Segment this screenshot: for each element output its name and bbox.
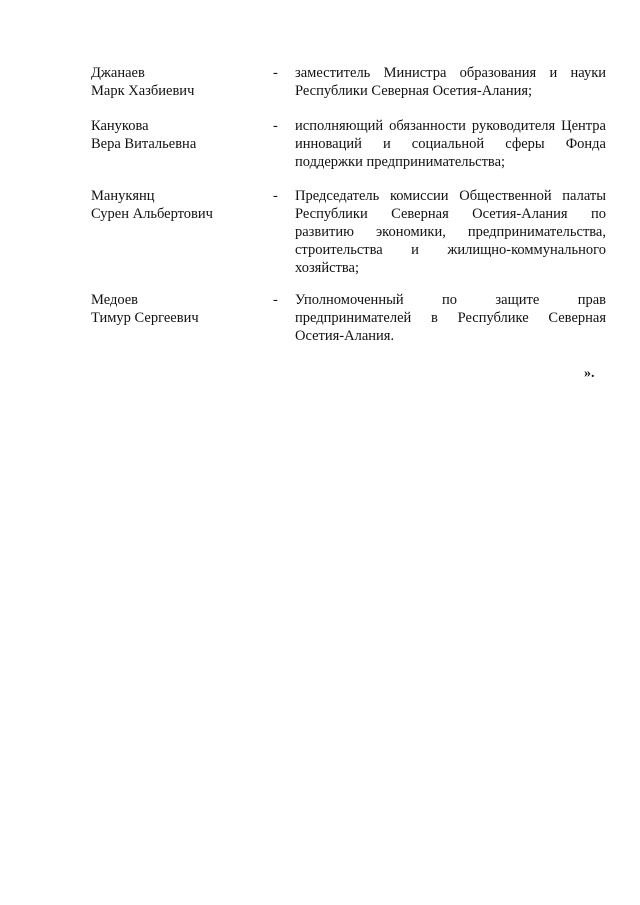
member-surname: Медоев [91,292,139,308]
member-given-name: Тимур Сергеевич [91,310,199,326]
separator-dash: - [273,188,278,204]
member-position: исполняющий обязанности руководителя Центра инноваций и социальной сферы Фонда поддержки предпринимательства; [295,118,606,170]
member-surname: Манукянц [91,188,155,204]
member-position: заместитель Министра образования и науки Республики Северная Осетия-Алания; [295,65,606,99]
closing-quote-mark: ». [584,366,595,381]
member-name [91,291,261,327]
member-position: Председатель комиссии Общественной палаты Республики Северная Осетия-Алания по развитию экономики, предпринимательства, строительства и жилищно-коммунального хозяйства; [295,188,606,276]
member-given-name: Марк Хазбиевич [91,83,195,99]
member-position: Уполномоченный по защите прав предпринимателей в Республике Северная Осетия-Алания. [295,292,606,344]
member-name [91,187,261,223]
member-given-name: Вера Витальевна [91,136,197,152]
member-given-name: Сурен Альбертович [91,206,213,222]
member-name [91,64,261,100]
separator-dash: - [273,292,278,308]
member-surname: Канукова [91,118,149,134]
separator-dash: - [273,65,278,81]
member-name [91,117,261,153]
separator-dash: - [273,118,278,134]
member-surname: Джанаев [91,65,145,81]
